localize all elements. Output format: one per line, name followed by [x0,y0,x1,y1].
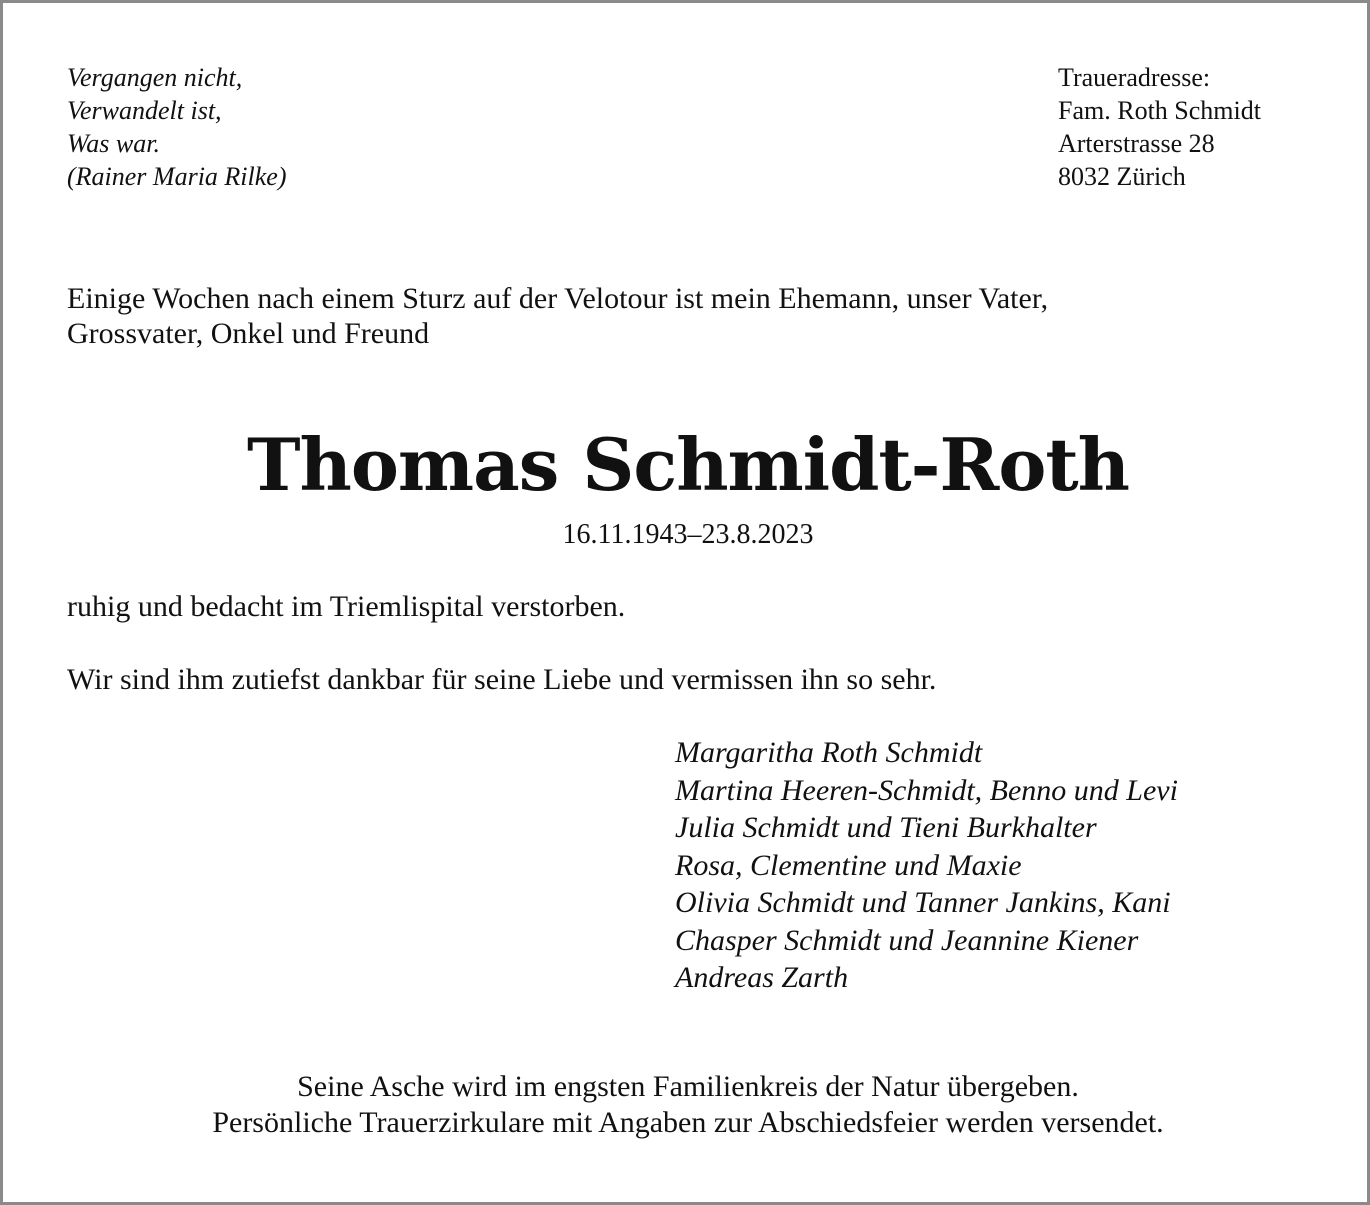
mourner-name: Chasper Schmidt und Jeannine Kiener [675,923,1139,957]
rilke-quote [67,61,287,193]
address-label: Traueradresse: [1058,63,1211,92]
quote-author: (Rainer Maria Rilke) [67,162,287,191]
mourner-name: Julia Schmidt und Tieni Burkhalter [675,811,1097,844]
death-line: ruhig und bedacht im Triemlispital verstorben. [67,590,626,623]
address-street: Arterstrasse 28 [1058,129,1215,158]
mourning-address [1058,61,1261,193]
footer-notice [3,1069,1370,1141]
quote-line: Verwandelt ist, [67,96,222,125]
mourner-name: Andreas Zarth [675,961,849,994]
life-dates: 16.11.1943–23.8.2023 [562,519,814,550]
quote-line: Was war. [67,129,160,158]
death-statement [67,589,625,625]
footer-line: Persönliche Trauerzirkulare mit Angaben zur Abschiedsfeier werden versendet. [212,1106,1164,1139]
intro-line: Einige Wochen nach einem Sturz auf der Velotour ist mein Ehemann, unser Vater, [67,282,1049,315]
deceased-name: Thomas Schmidt-Roth [246,422,1130,507]
mourner-name: Olivia Schmidt und Tanner Jankins, Kani [675,886,1171,919]
mourner-name: Margaritha Roth Schmidt [675,736,983,769]
mourner-name: Martina Heeren-Schmidt, Benno und Levi [675,773,1178,807]
address-city: 8032 Zürich [1058,162,1186,191]
intro-text [67,281,1048,351]
thanks-line: Wir sind ihm zutiefst dankbar für seine Liebe und vermissen ihn so sehr. [67,663,937,696]
address-family: Fam. Roth Schmidt [1058,96,1261,125]
footer-line: Seine Asche wird im engsten Familienkreis der Natur übergeben. [297,1070,1079,1103]
quote-line: Vergangen nicht, [67,63,243,92]
mourner-name: Rosa, Clementine und Maxie [675,848,1022,882]
intro-line: Grossvater, Onkel und Freund [67,317,430,350]
mourners-list [675,734,1178,997]
thanks-statement [67,662,936,698]
